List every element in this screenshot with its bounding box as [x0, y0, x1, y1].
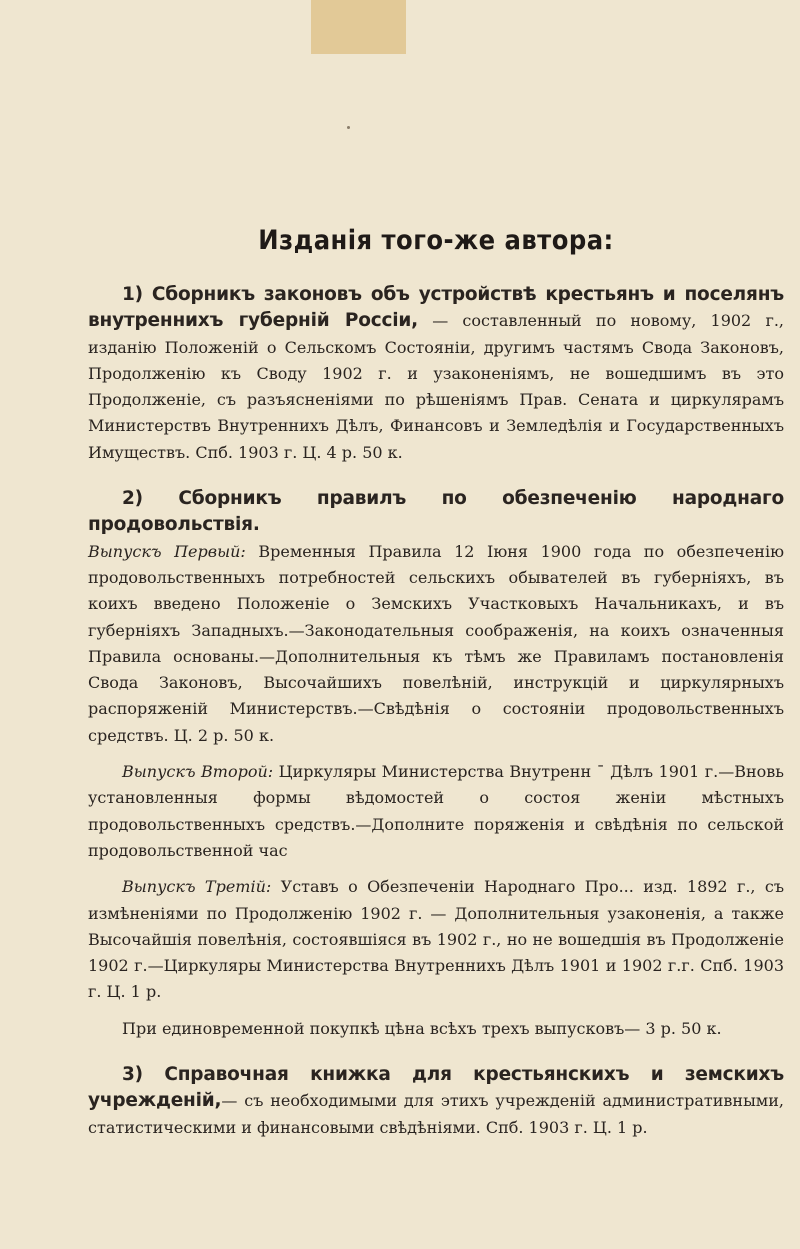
- entry-2-heading-paragraph: [88, 486, 784, 539]
- issue-1-paragraph: [88, 539, 784, 749]
- entry-1-heading: 1) Сборникъ законовъ объ устройствѣ крестьянъ и поселянъ внутреннихъ губерній Россіи,: [88, 284, 784, 332]
- entry-3-text: — съ необходимыми для этихъ учрежденій административными, статистическими и финансовыми свѣдѣніями. Спб. 1903 г. Ц. 1 р.: [88, 1091, 784, 1137]
- issue-3-text: Уставъ о Обезпеченіи Народнаго Про... изд. 1892 г., съ измѣненіями по Продолженію 1902 г. — Дополнительныя узаконенія, а также Высочайшія повелѣнія, состоявшіяся въ 1902 г., но не вошедшія въ Продолженіе 1902 г.—Циркуляры Министерства Внутреннихъ Дѣлъ 1901 и 1902 г.г. Спб. 1903 г. Ц. 1 р.: [88, 877, 785, 1002]
- entry-3: [88, 1062, 784, 1141]
- entry-1-paragraph: [88, 282, 784, 466]
- entry-2: [88, 486, 784, 1042]
- entry-1: [88, 282, 784, 466]
- issue-2-text: Циркуляры Министерства Внутренн ˉ Дѣлъ 1901 г.—Вновь установленныя формы вѣдомостей о состоя женіи мѣстныхъ продовольственныхъ средствъ.—Дополните поряженія и свѣдѣнія по сельской продовольственной час: [88, 762, 784, 860]
- bundle-price: При единовременной покупкѣ цѣна всѣхъ трехъ выпусковъ— 3 р. 50 к.: [122, 1018, 722, 1038]
- issue-1-label: Выпускъ Первый:: [88, 541, 246, 561]
- entry-1-text: — составленный по новому, 1902 г., изданію Положеній о Сельскомъ Состояніи, другимъ частямъ Свода Законовъ, Продолженію къ Своду 1902 г. и узаконеніямъ, не вошедшимъ въ это Продолженіе, съ разъясненіями по рѣшеніямъ Прав. Сената и циркулярамъ Министерствъ Внутреннихъ Дѣлъ, Финансовъ и Земледѣлія и Государственныхъ Имуществъ. Спб. 1903 г. Ц. 4 р. 50 к.: [88, 311, 784, 462]
- issue-2-label: Выпускъ Второй:: [122, 762, 274, 782]
- document-page: [88, 225, 784, 1161]
- entry-2-heading: 2) Сборникъ правилъ по обезпеченію народнаго продовольствія.: [88, 488, 784, 536]
- issue-3-paragraph: [88, 874, 784, 1005]
- issue-2-paragraph: [88, 759, 784, 864]
- entry-3-paragraph: [88, 1062, 784, 1141]
- issue-3-label: Выпускъ Третій:: [122, 877, 272, 897]
- entry-3-heading: 3) Справочная книжка для крестьянскихъ и земскихъ учрежденій,: [88, 1064, 784, 1112]
- paper-tab: [311, 0, 406, 54]
- ink-speck: [347, 126, 350, 129]
- page-title: Изданія того-же автора:: [258, 225, 614, 256]
- issue-1-text: Временныя Правила 12 Іюня 1900 года по обезпеченію продовольственныхъ потребностей сельскихъ обывателей въ губерніяхъ, въ коихъ введено Положеніе о Земскихъ Участковыхъ Начальникахъ, и въ губерніяхъ Западныхъ.—Законодательныя соображенія, на коихъ означенныя Правила основаны.—Дополнительныя къ тѣмъ же Правиламъ постановленія Свода Законовъ, Высочайшихъ повелѣній, инструкцій и циркулярныхъ распоряженій Министерствъ.—Свѣдѣнія о состояніи продовольственныхъ средствъ. Ц. 2 р. 50 к.: [88, 541, 784, 745]
